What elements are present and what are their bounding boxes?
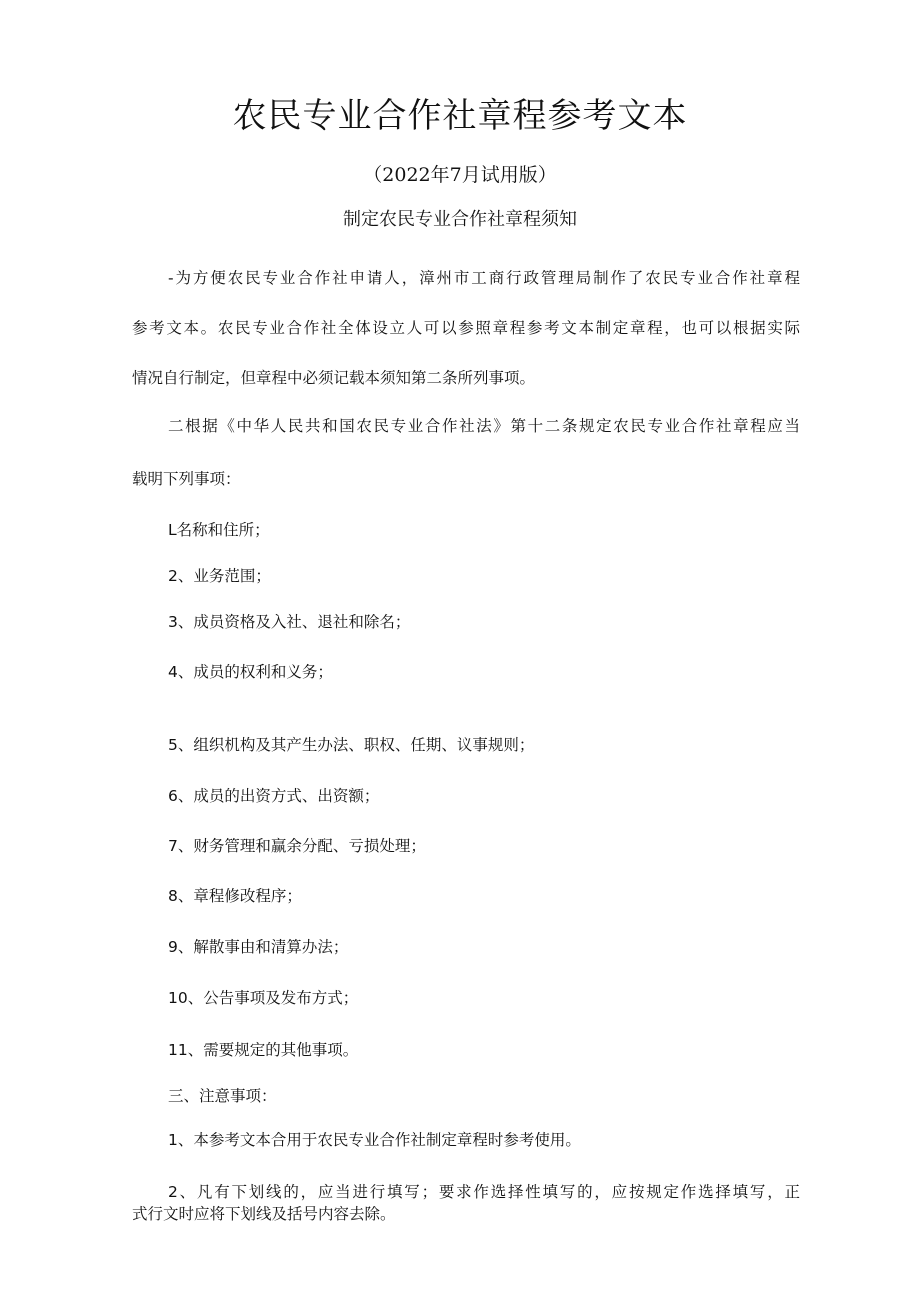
- note-2-line-2: 式行文时应将下划线及括号内容去除。: [132, 1205, 396, 1223]
- list-item: 3、成员资格及入社、退社和除名；: [168, 613, 411, 631]
- paragraph-1-line-2: 参考文本。农民专业合作社全体设立人可以参照章程参考文本制定章程，也可以根据实际: [132, 319, 800, 337]
- list-item: 4、成员的权利和义务；: [168, 663, 333, 681]
- list-item: 8、章程修改程序；: [168, 887, 302, 905]
- list-item: 2、业务范围；: [168, 567, 271, 585]
- list-item: 9、解散事由和清算办法；: [168, 938, 349, 956]
- list-item: L名称和住所；: [168, 521, 270, 539]
- note-1: 1、本参考文本合用于农民专业合作社制定章程时参考使用。: [168, 1131, 581, 1149]
- section-heading: 制定农民专业合作社章程须知: [343, 209, 577, 230]
- paragraph-2-line-2: 载明下列事项：: [132, 470, 241, 488]
- document-subtitle: （2022年7月试用版）: [363, 164, 557, 186]
- list-item: 11、需要规定的其他事项。: [168, 1041, 359, 1059]
- list-item: 7、财务管理和赢余分配、亏损处理；: [168, 837, 426, 855]
- list-item: 10、公告事项及发布方式；: [168, 989, 359, 1007]
- list-item: 5、组织机构及其产生办法、职权、任期、议事规则；: [168, 736, 535, 754]
- paragraph-1-line-1: -为方便农民专业合作社申请人，漳州市工商行政管理局制作了农民专业合作社章程: [168, 269, 800, 287]
- note-2-line-1: 2、凡有下划线的，应当进行填写；要求作选择性填写的，应按规定作选择填写，正: [168, 1183, 800, 1201]
- document-title: 农民专业合作社章程参考文本: [232, 96, 688, 136]
- paragraph-2-line-1: 二根据《中华人民共和国农民专业合作社法》第十二条规定农民专业合作社章程应当: [168, 417, 800, 435]
- list-item: 6、成员的出资方式、出资额；: [168, 787, 380, 805]
- paragraph-1-line-3: 情况自行制定，但章程中必须记载本须知第二条所列事项。: [132, 369, 536, 387]
- section-3-heading: 三、注意事项：: [168, 1087, 277, 1105]
